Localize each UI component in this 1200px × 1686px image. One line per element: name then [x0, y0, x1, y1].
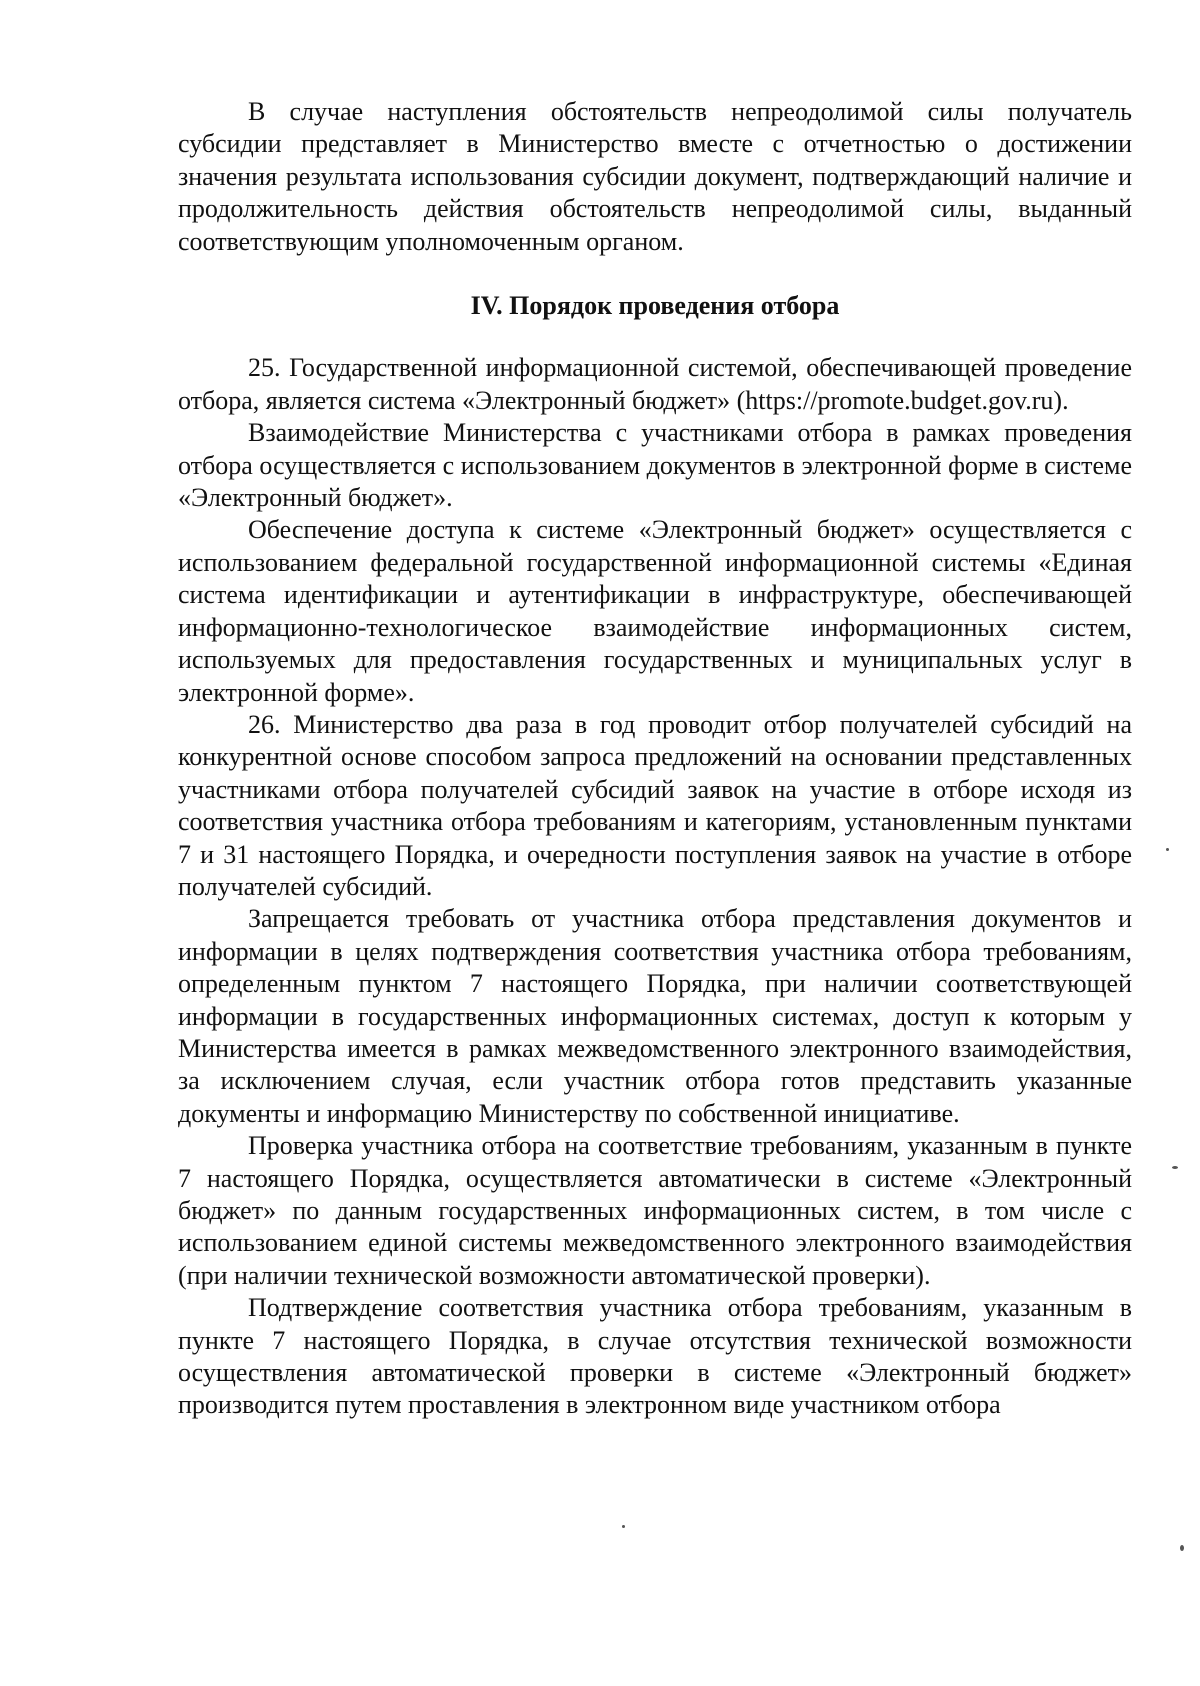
- scan-speck: [1166, 848, 1169, 851]
- paragraph-interaction: Взаимодействие Министерства с участниками отбора в рамках проведения отбора осуществляется с использованием документов в электронной форме в системе «Электронный бюджет».: [178, 418, 1132, 513]
- paragraph-access: Обеспечение доступа к системе «Электронный бюджет» осуществляется с использованием федеральной государственной информационной системы «Единая система идентификации и аутентификации в инфраструктуре, обеспечивающей информационно-технологическое взаимодействие информационных систем, используемых для предоставления государственных и муниципальных услуг в электронной форме».: [178, 515, 1132, 707]
- document-body: [178, 96, 1132, 1422]
- paragraph-confirmation: Подтверждение соответствия участника отбора требованиям, указанным в пункте 7 настоящего Порядка, в случае отсутствия технической возможности осуществления автоматической проверки в системе «Электронный бюджет» производится путем проставления в электронном виде участником отбора: [178, 1293, 1132, 1420]
- scan-speck: [1172, 1166, 1178, 1169]
- scan-speck: [622, 1525, 625, 1528]
- paragraph-prohibition: Запрещается требовать от участника отбора представления документов и информации в целях подтверждения соответствия участника отбора требованиям, определенным пунктом 7 настоящего Порядка, при наличии соответствующей информации в государственных информационных системах, доступ к которым у Министерства имеется в рамках межведомственного электронного взаимодействия, за исключением случая, если участник отбора готов представить указанные документы и информацию Министерству по собственной инициативе.: [178, 904, 1132, 1128]
- intro-paragraph: В случае наступления обстоятельств непреодолимой силы получатель субсидии представляет в Министерство вместе с отчетностью о достижении значения результата использования субсидии документ, подтверждающий наличие и продолжительность действия обстоятельств непреодолимой силы, выданный соответствующим уполномоченным органом.: [178, 97, 1132, 256]
- scan-speck: [1180, 1545, 1184, 1551]
- paragraph-verification: Проверка участника отбора на соответствие требованиям, указанным в пункте 7 настоящего Порядка, осуществляется автоматически в системе «Электронный бюджет» по данным государственных информационных систем, в том числе с использованием единой системы межведомственного электронного взаимодействия (при наличии технической возможности автоматической проверки).: [178, 1131, 1132, 1290]
- section-heading: IV. Порядок проведения отбора: [470, 291, 840, 321]
- paragraph-26: 26. Министерство два раза в год проводит отбор получателей субсидий на конкурентной основе способом запроса предложений на основании представленных участниками отбора получателей субсидий заявок на участие в отборе исходя из соответствия участника отбора требованиям и категориям, установленным пунктами 7 и 31 настоящего Порядка, и очередности поступления заявок на участие в отборе получателей субсидий.: [178, 709, 1132, 901]
- paragraph-25: 25. Государственной информационной системой, обеспечивающей проведение отбора, является система «Электронный бюджет» (https://promote.budget.gov.ru).: [178, 353, 1132, 415]
